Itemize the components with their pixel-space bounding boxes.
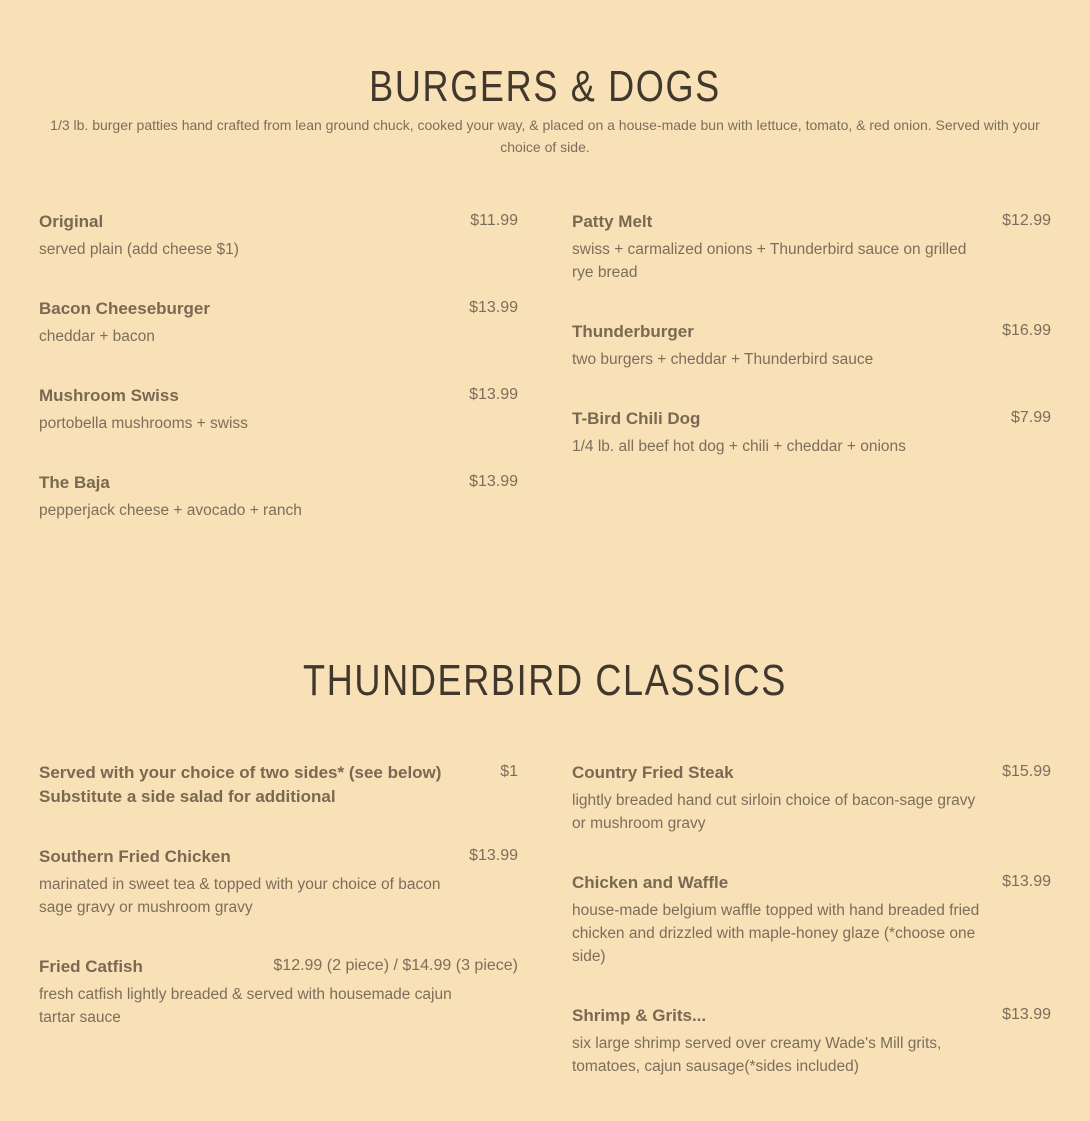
menu-item [572,1004,1051,1078]
classics-right-column [572,761,1051,1114]
menu-item-header [39,471,518,495]
menu-item [572,407,1051,458]
menu-item-name: Mushroom Swiss [39,386,179,405]
menu-item [572,210,1051,284]
menu-item-description: swiss + carmalized onions + Thunderbird sauce on grilled rye bread [572,241,967,281]
menu-item-header [572,1004,1051,1028]
menu-item-description: house-made belgium waffle topped with hand breaded fried chicken and drizzled with maple-honey glaze (*choose one side) [572,902,980,965]
menu-item-price: $13.99 [469,299,518,316]
menu-item-name: Thunderburger [572,322,694,341]
menu-item-name: Patty Melt [572,212,653,231]
menu-item-description: portobella mushrooms + swiss [39,415,248,432]
menu-item-header [572,761,1051,785]
menu-item [39,955,518,1029]
menu-item-price: $13.99 [469,386,518,403]
burgers-right-column [572,210,1051,494]
menu-item [39,471,518,522]
menu-item-description: marinated in sweet tea & topped with your choice of bacon sage gravy or mushroom gravy [39,876,441,916]
menu-item-description: six large shrimp served over creamy Wade's Mill grits, tomatoes, cajun sausage(*sides included) [572,1035,942,1075]
menu-item-price: $13.99 [1002,873,1051,890]
menu-item-description: two burgers + cheddar + Thunderbird sauce [572,351,874,368]
menu-item-description: cheddar + bacon [39,328,155,345]
menu-item-description: lightly breaded hand cut sirloin choice of bacon-sage gravy or mushroom gravy [572,792,976,832]
section-title-burgers: BURGERS & DOGS [369,62,721,111]
menu-item [39,384,518,435]
section-title-classics: THUNDERBIRD CLASSICS [303,656,787,705]
menu-item-description: fresh catfish lightly breaded & served with housemade cajun tartar sauce [39,986,452,1026]
menu-item-description: pepperjack cheese + avocado + ranch [39,502,302,519]
menu-item-price: $12.99 [1002,212,1051,229]
menu-item-price: $11.99 [470,212,518,229]
menu-item-description: served plain (add cheese $1) [39,241,239,258]
menu-item-price: $12.99 (2 piece) / $14.99 (3 piece) [273,957,518,974]
menu-item-header [39,297,518,321]
menu-item-price: $13.99 [469,473,518,490]
menu-item [39,845,518,919]
menu-item-name: Fried Catfish [39,957,143,976]
menu-item-name: Country Fried Steak [572,763,734,782]
menu-item-name: The Baja [39,473,110,492]
menu-item-price: $1 [500,763,518,780]
menu-item-header [39,761,518,809]
menu-item-header [39,210,518,234]
menu-item [39,761,518,809]
menu-item-name: Original [39,212,104,231]
menu-item-header [39,955,518,979]
menu-item-description: 1/4 lb. all beef hot dog + chili + cheddar + onions [572,438,906,455]
classics-left-column [39,761,518,1065]
menu-item-name: Southern Fried Chicken [39,847,231,866]
menu-item-price: $16.99 [1002,322,1051,339]
menu-item-header [39,384,518,408]
menu-item-price: $13.99 [469,847,518,864]
menu-item-header [572,210,1051,234]
menu-item-price: $7.99 [1010,409,1051,426]
menu-item-header [572,407,1051,431]
menu-item-name: Chicken and Waffle [572,873,729,892]
menu-item-price: $13.99 [1002,1006,1051,1023]
menu-item-name: Bacon Cheeseburger [39,299,210,318]
menu-item-header [572,320,1051,344]
section-intro: 1/3 lb. burger patties hand crafted from lean ground chuck, cooked your way, & placed on a house-made bun with lettuce, tomato, & red onion. Served with your choice of side. [50,117,1040,155]
menu-item [39,210,518,261]
menu-item-name: T-Bird Chili Dog [572,409,701,428]
menu-item-price: $15.99 [1002,763,1051,780]
menu-item-header [572,871,1051,895]
menu-item [572,871,1051,968]
menu-item-name: Served with your choice of two sides* (see below) Substitute a side salad for additional [39,763,442,806]
menu-item-header [39,845,518,869]
menu-item-name: Shrimp & Grits... [572,1006,707,1025]
menu-item [572,320,1051,371]
menu-item [572,761,1051,835]
menu-item [39,297,518,348]
burgers-left-column [39,210,518,558]
